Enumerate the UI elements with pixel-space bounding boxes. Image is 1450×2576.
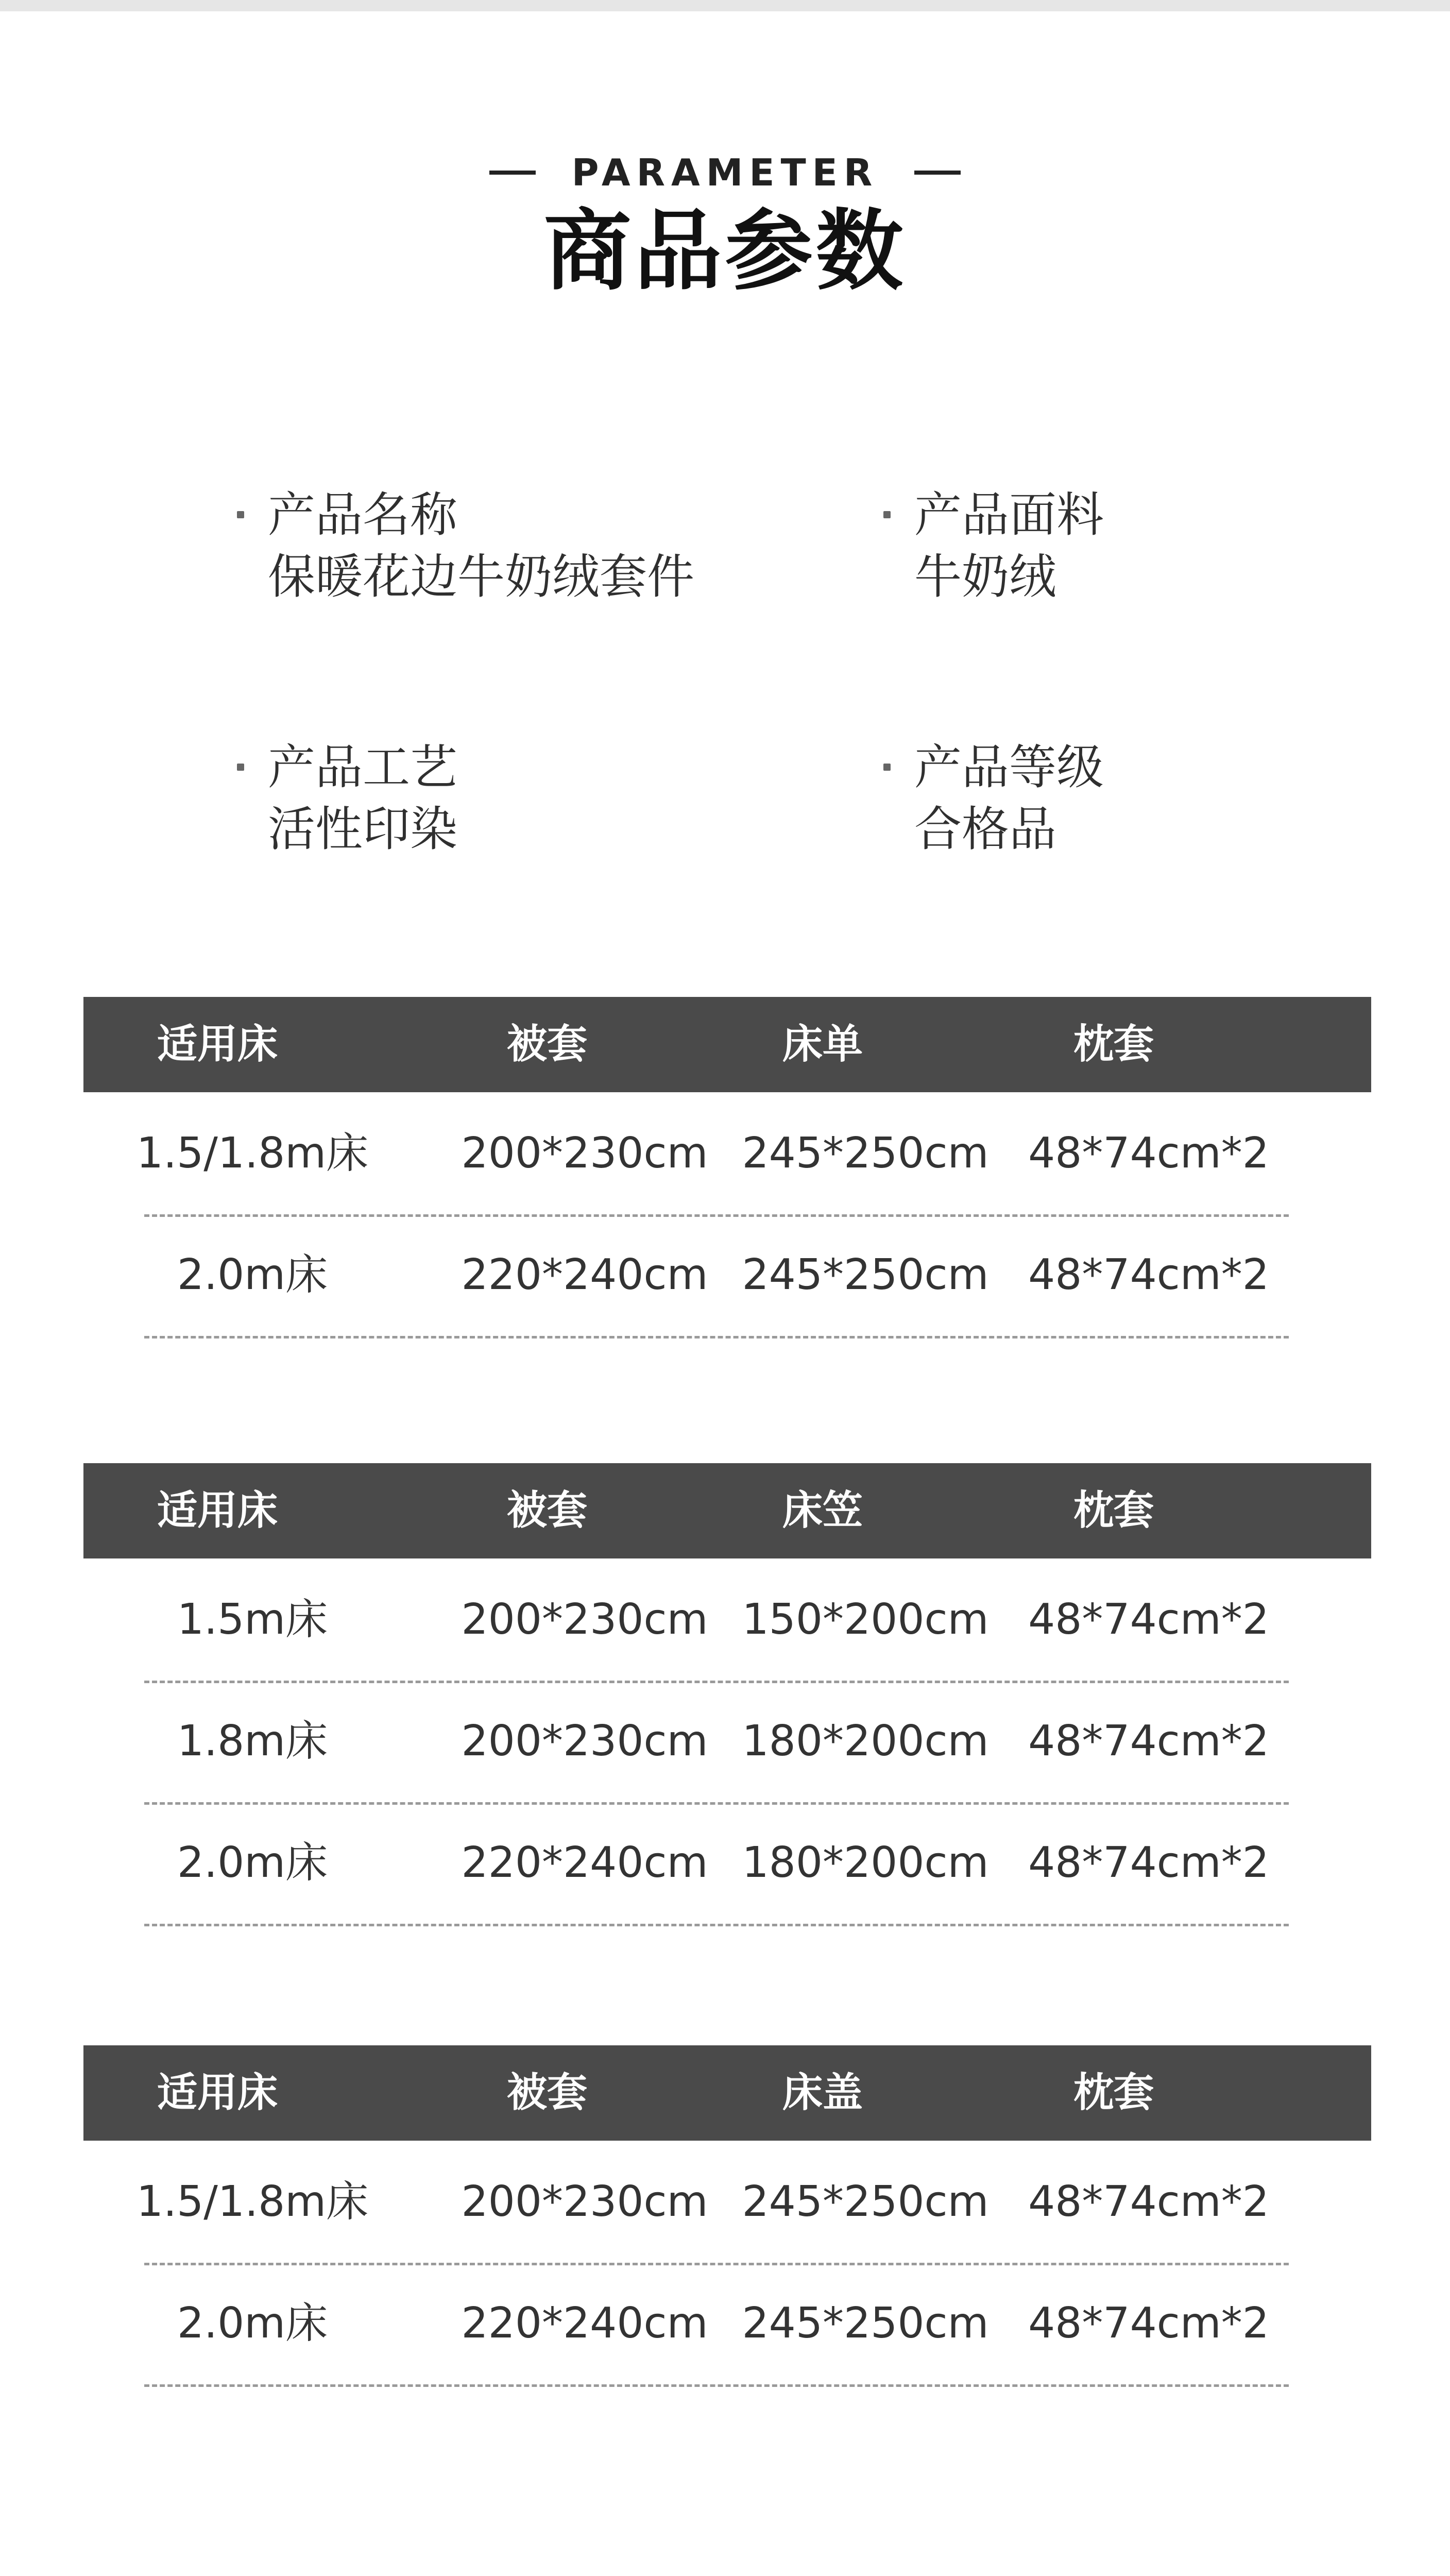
bullet-icon <box>237 764 244 771</box>
table-cell: 200*230cm <box>461 1129 708 1178</box>
header-cell: 枕套 <box>1073 2070 1154 2116</box>
header-cell: 被套 <box>506 1021 587 1067</box>
table-cell: 220*240cm <box>461 2299 708 2348</box>
table-cell: 48*74cm*2 <box>1028 1595 1269 1644</box>
size-table-bedspread <box>83 2045 1371 2348</box>
table-cell: 1.5/1.8m床 <box>136 1129 369 1178</box>
table-row <box>144 1681 1289 1805</box>
page-title: 商品参数 <box>543 200 907 302</box>
size-table-sheet <box>83 997 1371 1299</box>
header-cell: 枕套 <box>1073 1021 1154 1067</box>
dash-left <box>489 171 536 175</box>
top-strip <box>0 0 1450 11</box>
table-row <box>136 2141 1289 2265</box>
table-cell: 2.0m床 <box>177 2299 328 2348</box>
table-cell: 1.5m床 <box>177 1595 328 1644</box>
table-cell: 245*250cm <box>742 1250 989 1299</box>
section-header <box>0 149 1450 303</box>
eyebrow-text: PARAMETER <box>571 151 879 194</box>
header-cell: 被套 <box>506 1487 587 1534</box>
table-cell: 48*74cm*2 <box>1028 1717 1269 1766</box>
table-cell: 2.0m床 <box>177 1250 328 1299</box>
bullet-icon <box>883 511 891 518</box>
table-cell: 1.8m床 <box>177 1717 328 1766</box>
table-cell: 180*200cm <box>742 1838 989 1887</box>
header-cell: 床笠 <box>782 1487 863 1534</box>
table-cell: 48*74cm*2 <box>1028 1838 1269 1887</box>
param-label: 产品名称 <box>268 487 458 543</box>
header-cell: 适用床 <box>157 2070 278 2116</box>
table-cell: 180*200cm <box>742 1717 989 1766</box>
table-row <box>136 1093 1289 1217</box>
param-label: 产品工艺 <box>268 740 458 795</box>
param-value: 牛奶绒 <box>914 549 1057 604</box>
table-cell: 1.5/1.8m床 <box>136 2177 369 2226</box>
param-value: 保暖花边牛奶绒套件 <box>268 549 695 604</box>
table-cell: 2.0m床 <box>177 1838 328 1887</box>
product-params <box>0 484 1450 896</box>
table-cell: 245*250cm <box>742 1129 989 1178</box>
table-header <box>83 1463 1371 1558</box>
table-cell: 48*74cm*2 <box>1028 2177 1269 2226</box>
header-cell: 被套 <box>506 2070 587 2116</box>
table-cell: 245*250cm <box>742 2177 989 2226</box>
param-value: 活性印染 <box>268 802 458 857</box>
param-label: 产品等级 <box>914 740 1104 795</box>
dash-right <box>914 171 961 175</box>
header-cell: 床盖 <box>782 2070 863 2116</box>
param-grade <box>878 737 1445 860</box>
table-row <box>144 1559 1289 1683</box>
table-cell: 200*230cm <box>461 1717 708 1766</box>
header-cell: 床单 <box>782 1021 863 1067</box>
table-row <box>144 1802 1289 1926</box>
bullet-icon <box>237 511 244 518</box>
table-cell: 200*230cm <box>461 2177 708 2226</box>
table-cell: 150*200cm <box>742 1595 989 1644</box>
table-header <box>83 2045 1371 2141</box>
bullet-icon <box>883 764 891 771</box>
param-value: 合格品 <box>914 802 1057 857</box>
header-cell: 适用床 <box>157 1021 278 1067</box>
table-cell: 245*250cm <box>742 2299 989 2348</box>
param-name <box>232 484 798 608</box>
table-row <box>144 2263 1289 2387</box>
param-fabric <box>878 484 1445 608</box>
param-label: 产品面料 <box>914 487 1104 543</box>
table-cell: 48*74cm*2 <box>1028 1129 1269 1178</box>
table-header <box>83 997 1371 1092</box>
table-cell: 200*230cm <box>461 1595 708 1644</box>
param-craft <box>232 737 798 860</box>
header-cell: 枕套 <box>1073 1487 1154 1534</box>
header-cell: 适用床 <box>157 1487 278 1534</box>
table-cell: 220*240cm <box>461 1250 708 1299</box>
table-cell: 48*74cm*2 <box>1028 2299 1269 2348</box>
table-row <box>144 1214 1289 1338</box>
table-cell: 48*74cm*2 <box>1028 1250 1269 1299</box>
eyebrow <box>0 149 1450 196</box>
size-table-fitted <box>83 1463 1371 1887</box>
table-cell: 220*240cm <box>461 1838 708 1887</box>
